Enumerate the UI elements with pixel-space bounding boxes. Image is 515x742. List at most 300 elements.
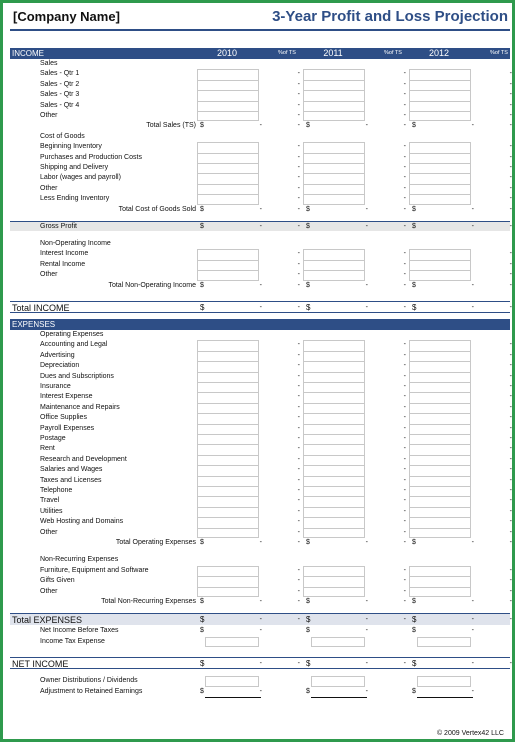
opex-row-pct-1: - [297,518,300,526]
total-opex-value-2: - [365,539,368,546]
total-nonrec-label: Total Non-Recurring Expenses [101,598,196,605]
sales-row-input-2[interactable] [303,90,365,100]
sales-row-input-2[interactable] [303,111,365,121]
opex-row-label: Postage [40,435,66,442]
opex-row-input-1[interactable] [197,403,259,413]
opex-row-label: Advertising [40,351,75,359]
sales-title [10,59,510,69]
cogs-row-pct-1: - [297,153,300,161]
opex-row-pct-1: - [297,372,300,380]
total-cogs-value-2: - [365,205,368,213]
nonrec-row-input-2[interactable] [303,587,365,597]
opex-row-input-1[interactable] [197,444,259,454]
opex-row-pct-3: - [509,341,512,349]
net-income-bar-value-3: - [471,660,474,668]
sales-row-input-1[interactable] [197,111,259,121]
opex-row-input-3[interactable] [409,372,471,382]
sales-row-pct-3: - [509,91,512,99]
nonrec-row-pct-1: - [297,577,300,585]
sales-row-pct-1: - [297,70,300,78]
nonop-row-input-2[interactable] [303,249,365,259]
total-expenses-bar [10,613,510,625]
opex-row-pct-3: - [509,383,512,390]
opex-row-input-2[interactable] [303,372,365,382]
opex-row-input-3[interactable] [409,340,471,350]
nonrec-row-pct-2: - [403,566,406,574]
nonrec-row-input-1[interactable] [197,587,259,597]
nonop-row-input-3[interactable] [409,260,471,270]
total-expenses-bar-dollar-1: $ [200,615,205,625]
opex-row-input-3[interactable] [409,392,471,402]
net-income-bar-dollar-2: $ [306,659,311,669]
opex-row-input-3[interactable] [409,517,471,527]
opex-row-input-1[interactable] [197,528,259,538]
net-income-bar-pct-3: - [509,660,512,668]
opex-row-pct-1: - [297,528,300,536]
company-name[interactable]: [Company Name] [13,9,120,24]
pct-header-1: %of TS [278,50,296,56]
nonop-row-input-1[interactable] [197,270,259,280]
opex-row-input-1[interactable] [197,517,259,527]
nonrec-row-pct-3: - [509,566,512,574]
nonrec-row-input-2[interactable] [303,566,365,576]
opex-row-pct-3: - [509,507,512,515]
opex-row-input-2[interactable] [303,403,365,413]
opex-row-pct-3: - [509,424,512,432]
sales-row [10,101,510,111]
cogs-row-label: Beginning Inventory [40,143,102,151]
sales-row-input-1[interactable] [197,90,259,100]
opex-row-pct-1: - [297,383,300,390]
opex-row-input-3[interactable] [409,476,471,486]
total-opex-pct-1: - [297,539,300,546]
opex-row-input-3[interactable] [409,434,471,444]
opex-row-input-1[interactable] [197,486,259,496]
net-before-taxes-dollar-1: $ [200,627,204,635]
nonop-row-pct-1: - [297,271,300,279]
opex-row-pct-3: - [509,445,512,453]
total-nonop-label: Total Non-Operating Income [108,281,196,289]
nonop-row-pct-3: - [509,260,512,268]
sales-row-label: Sales - Qtr 1 [40,70,80,78]
opex-row [10,507,510,517]
opex-row [10,340,510,350]
total-nonrec-value-1: - [259,598,262,605]
nonrec-row-input-3[interactable] [409,566,471,576]
retained-value-1: - [259,687,262,695]
opex-row-input-1[interactable] [197,340,259,350]
retained-underline-3 [417,697,473,698]
opex-row-input-2[interactable] [303,382,365,392]
cogs-row-label: Labor (wages and payroll) [40,174,121,182]
opex-row-input-3[interactable] [409,424,471,434]
opex-row-label: Maintenance and Repairs [40,403,120,411]
cogs-row-input-3[interactable] [409,184,471,194]
sales-row-input-3[interactable] [409,90,471,100]
retained-value-3: - [471,687,474,695]
cogs-row-input-2[interactable] [303,153,365,163]
opex-row-input-2[interactable] [303,528,365,538]
net-before-taxes-value-2: - [365,627,368,635]
total-nonop-value-3: - [471,281,474,289]
opex-row-pct-3: - [509,487,512,494]
opex-row-input-2[interactable] [303,351,365,361]
opex-row-pct-1: - [297,487,300,494]
sales-row-input-2[interactable] [303,80,365,90]
total-nonrec-dollar-3: $ [412,598,416,605]
opex-row-pct-3: - [509,518,512,526]
opex-row-input-1[interactable] [197,476,259,486]
opex-row-input-2[interactable] [303,361,365,371]
opex-row-label: Interest Expense [40,393,93,401]
opex-row-input-1[interactable] [197,372,259,382]
opex-row-pct-3: - [509,414,512,422]
cogs-row-label: Shipping and Delivery [40,164,109,171]
total-income-bar-pct-2: - [403,304,406,311]
cogs-row-pct-2: - [403,174,406,182]
sales-row-label: Other [40,112,58,119]
opex-row-input-3[interactable] [409,507,471,517]
opex-row [10,517,510,527]
total-opex-dollar-3: $ [412,539,416,546]
opex-row-input-1[interactable] [197,361,259,371]
opex-row-input-3[interactable] [409,361,471,371]
retained-underline-1 [205,697,261,698]
opex-title-label: Operating Expenses [40,331,104,338]
total-expenses-bar-value-2: - [365,616,368,624]
nonrec-row-pct-1: - [297,566,300,574]
retained-value-2: - [365,687,368,695]
total-sales-label: Total Sales (TS) [146,122,196,130]
opex-title [10,330,510,340]
opex-row-pct-2: - [403,487,406,494]
opex-row-input-1[interactable] [197,507,259,517]
opex-row-input-2[interactable] [303,444,365,454]
opex-row-input-2[interactable] [303,496,365,506]
opex-row-pct-2: - [403,435,406,442]
sales-row-input-1[interactable] [197,69,259,79]
total-expenses-bar-dollar-2: $ [306,615,311,625]
total-income-bar-value-2: - [365,304,368,311]
nonrec-row-pct-3: - [509,587,512,595]
net-before-taxes-value-3: - [471,627,474,635]
net-income-bar-value-2: - [365,660,368,668]
cogs-row-pct-3: - [509,195,512,203]
opex-row-label: Web Hosting and Domains [40,518,124,526]
total-cogs-dollar-2: $ [306,205,310,213]
opex-row-input-3[interactable] [409,496,471,506]
nonop-row-label: Other [40,271,58,279]
income-tax-expense-input-1[interactable] [205,637,259,647]
total-cogs-value-3: - [471,205,474,213]
cogs-row-input-3[interactable] [409,142,471,152]
opex-row-input-1[interactable] [197,455,259,465]
nonop-row-input-3[interactable] [409,270,471,280]
cogs-row-pct-1: - [297,184,300,192]
sales-row-input-1[interactable] [197,101,259,111]
opex-row-input-2[interactable] [303,507,365,517]
cogs-row-input-2[interactable] [303,184,365,194]
page-title: 3-Year Profit and Loss Projection [272,8,508,25]
sales-row-pct-3: - [509,80,512,88]
total-nonrec-dollar-1: $ [200,598,204,605]
cogs-row [10,184,510,194]
total-sales-pct-2: - [403,122,406,130]
opex-row-pct-2: - [403,528,406,536]
opex-row-input-3[interactable] [409,382,471,392]
total-expenses-bar-pct-1: - [297,616,300,624]
opex-row-input-2[interactable] [303,413,365,423]
nonrec-row-input-2[interactable] [303,576,365,586]
gross-profit-dollar-3: $ [412,223,416,230]
opex-row-input-2[interactable] [303,424,365,434]
sales-row-pct-1: - [297,101,300,109]
sales-row [10,69,510,79]
income-header [10,48,510,59]
nonrec-row-pct-1: - [297,587,300,595]
opex-row-input-1[interactable] [197,424,259,434]
opex-row-pct-3: - [509,403,512,411]
opex-row-input-2[interactable] [303,392,365,402]
nonop-row-input-2[interactable] [303,270,365,280]
opex-row-input-3[interactable] [409,486,471,496]
nonop-row-pct-2: - [403,250,406,258]
opex-row [10,392,510,402]
nonop-row-input-1[interactable] [197,260,259,270]
sales-row-label: Sales - Qtr 4 [40,101,80,109]
opex-row-label: Travel [40,497,60,505]
total-sales-dollar-1: $ [200,122,204,130]
opex-row-pct-1: - [297,351,300,359]
sales-title-label: Sales [40,60,58,67]
sales-row-input-3[interactable] [409,69,471,79]
opex-row-input-3[interactable] [409,528,471,538]
total-nonop-pct-3: - [509,281,512,289]
pct-header-3: %of TS [490,50,508,56]
total-income-bar-pct-3: - [509,304,512,311]
total-nonop-dollar-3: $ [412,281,416,289]
income-tax-expense-input-2[interactable] [311,637,365,647]
sales-row-pct-1: - [297,112,300,119]
opex-row-label: Office Supplies [40,414,87,422]
opex-row-input-1[interactable] [197,392,259,402]
total-opex-value-1: - [259,539,262,546]
cogs-row-input-2[interactable] [303,142,365,152]
owner-distributions-input-3[interactable] [417,676,471,686]
cogs-row [10,173,510,183]
total-nonop-pct-1: - [297,281,300,289]
sales-row-pct-2: - [403,91,406,99]
opex-row-pct-1: - [297,466,300,474]
opex-row-input-3[interactable] [409,403,471,413]
opex-row-pct-1: - [297,497,300,505]
gross-profit-value-1: - [259,223,262,230]
cogs-row-input-1[interactable] [197,184,259,194]
net-before-taxes-dollar-2: $ [306,627,310,635]
total-nonop [10,281,510,291]
cogs-row-input-3[interactable] [409,194,471,204]
cogs-row-input-2[interactable] [303,163,365,173]
nonop-row-pct-3: - [509,250,512,258]
sales-row [10,80,510,90]
sales-row [10,90,510,100]
opex-row-pct-2: - [403,455,406,463]
opex-row-label: Salaries and Wages [40,466,103,474]
retained-earnings-label: Adjustment to Retained Earnings [40,687,143,695]
sales-row-input-1[interactable] [197,80,259,90]
total-income-bar-pct-1: - [297,304,300,311]
nonop-row-pct-2: - [403,271,406,279]
opex-row-input-2[interactable] [303,434,365,444]
total-income-bar [10,301,510,313]
opex-row-input-1[interactable] [197,434,259,444]
opex-row-pct-2: - [403,351,406,359]
opex-row-pct-2: - [403,424,406,432]
cogs-row-input-3[interactable] [409,153,471,163]
opex-row-label: Accounting and Legal [40,341,108,349]
sales-row-pct-2: - [403,112,406,119]
sales-row-pct-2: - [403,101,406,109]
cogs-row-input-1[interactable] [197,153,259,163]
net-income-bar-pct-1: - [297,660,300,668]
sales-row-input-3[interactable] [409,80,471,90]
cogs-row-pct-2: - [403,184,406,192]
gross-profit-bar [10,221,510,231]
opex-row-pct-2: - [403,341,406,349]
opex-row-pct-1: - [297,476,300,484]
net-income-bar-label: NET INCOME [12,659,69,670]
gross-profit-value-2: - [365,223,368,230]
opex-row-input-2[interactable] [303,340,365,350]
cogs-row-input-3[interactable] [409,163,471,173]
total-expenses-bar-dollar-3: $ [412,615,417,625]
cogs-row-input-3[interactable] [409,173,471,183]
opex-row-input-3[interactable] [409,465,471,475]
cogs-row-input-1[interactable] [197,142,259,152]
opex-row-input-2[interactable] [303,517,365,527]
opex-row-input-1[interactable] [197,382,259,392]
total-cogs-pct-2: - [403,205,406,213]
nonop-row-input-2[interactable] [303,260,365,270]
opex-row-input-2[interactable] [303,455,365,465]
retained-dollar-1: $ [200,687,204,695]
nonrec-row [10,576,510,586]
retained-earnings [10,687,510,697]
opex-row-input-3[interactable] [409,455,471,465]
cogs-row-input-2[interactable] [303,173,365,183]
nonrec-row-input-1[interactable] [197,576,259,586]
total-sales-value-1: - [259,122,262,130]
opex-row-input-1[interactable] [197,465,259,475]
opex-row-input-2[interactable] [303,465,365,475]
nonrec-row-input-1[interactable] [197,566,259,576]
owner-distributions-input-2[interactable] [311,676,365,686]
opex-row-pct-2: - [403,476,406,484]
cogs-row [10,163,510,173]
total-nonrec-dollar-2: $ [306,598,310,605]
cogs-row [10,142,510,152]
opex-row [10,476,510,486]
opex-row-input-1[interactable] [197,413,259,423]
income-tax-expense [10,637,510,647]
total-sales-value-3: - [471,122,474,130]
net-before-taxes-label: Net Income Before Taxes [40,627,119,635]
retained-dollar-3: $ [412,687,416,695]
nonop-row-input-1[interactable] [197,249,259,259]
opex-row-pct-2: - [403,362,406,370]
expenses-header-label: EXPENSES [12,320,56,329]
opex-row-input-1[interactable] [197,496,259,506]
opex-row-input-3[interactable] [409,413,471,423]
retained-underline-2 [311,697,367,698]
total-expenses-bar-label: Total EXPENSES [12,615,83,626]
opex-row [10,486,510,496]
nonrec-row-pct-2: - [403,577,406,585]
cogs-row-pct-1: - [297,195,300,203]
total-sales-pct-3: - [509,122,512,130]
copyright: © 2009 Vertex42 LLC [436,730,504,737]
total-opex-pct-3: - [509,539,512,546]
nonop-row-pct-1: - [297,260,300,268]
nonop-row-input-3[interactable] [409,249,471,259]
total-expenses-bar-pct-3: - [509,616,512,624]
nonrec-row [10,566,510,576]
sales-row [10,111,510,121]
income-tax-expense-label: Income Tax Expense [40,637,105,645]
opex-row [10,496,510,506]
gross-profit-label: Gross Profit [40,223,77,230]
total-cogs [10,205,510,215]
sales-row-pct-3: - [509,70,512,78]
nonop-row-pct-2: - [403,260,406,268]
cogs-row-pct-3: - [509,164,512,171]
cogs-row-input-1[interactable] [197,194,259,204]
opex-row-input-1[interactable] [197,351,259,361]
nonrec-row-input-3[interactable] [409,576,471,586]
sales-row-input-2[interactable] [303,101,365,111]
owner-distributions-input-1[interactable] [205,676,259,686]
income-tax-expense-input-3[interactable] [417,637,471,647]
income-header-label: INCOME [12,49,44,58]
cogs-row-input-1[interactable] [197,173,259,183]
total-nonrec-value-3: - [471,598,474,605]
opex-row-input-2[interactable] [303,476,365,486]
opex-row-input-3[interactable] [409,444,471,454]
cogs-row-label: Purchases and Production Costs [40,153,142,161]
opex-row-pct-1: - [297,393,300,401]
opex-row-input-3[interactable] [409,351,471,361]
cogs-row-pct-3: - [509,184,512,192]
cogs-row-input-1[interactable] [197,163,259,173]
nonrec-row-label: Furniture, Equipment and Software [40,566,149,574]
total-nonrec-pct-2: - [403,598,406,605]
sales-row-input-2[interactable] [303,69,365,79]
opex-row-input-2[interactable] [303,486,365,496]
sales-row-input-3[interactable] [409,111,471,121]
cogs-row-pct-3: - [509,153,512,161]
net-before-taxes [10,626,510,636]
cogs-row-label: Other [40,184,58,192]
opex-row-pct-3: - [509,466,512,474]
nonrec-row-input-3[interactable] [409,587,471,597]
sales-row-input-3[interactable] [409,101,471,111]
opex-row-pct-3: - [509,393,512,401]
total-sales-dollar-3: $ [412,122,416,130]
opex-row-pct-2: - [403,466,406,474]
opex-row [10,455,510,465]
total-sales [10,121,510,131]
cogs-row-input-2[interactable] [303,194,365,204]
